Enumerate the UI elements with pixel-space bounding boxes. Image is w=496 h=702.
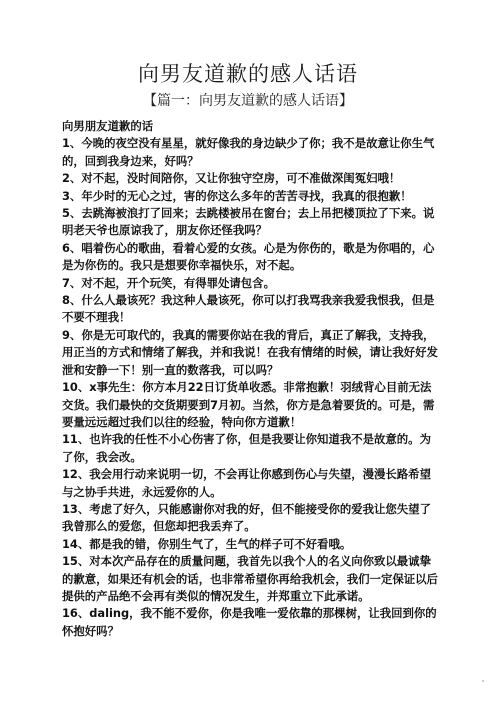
list-item: 15、对本次产品存在的质量问题，我首先以我个人的名义向你致以最诚挚的歉意，如果还有机会的话，也非常希望你再给我机会，我们一定保证以后提供的产品绝不会再有类似的情况发生，并郑重立下此承诺。 [62,554,438,603]
list-item: 3、年少时的无心之过，害的你这么多年的苦苦寻找，我真的很抱歉！ [62,188,412,203]
document-title: 向男友道歉的感人话语 [138,62,358,86]
list-item: 9、你是无可取代的，我真的需要你站在我的背后，真正了解我，支持我，用正当的方式和情绪了解我，并和我说！在我有情绪的时候，请让我好好发泄和安静一下！别一直的数落我，可以吗？ [62,327,438,377]
list-item: 11、也许我的任性不小心伤害了你，但是我要让你知道我不是故意的。为了你，我会改。 [62,432,431,464]
list-item: 16、daling，我不能不爱你，你是我唯一爱依靠的那棵树，让我回到你的怀抱好吗？ [62,606,437,638]
list-item: 8、什么人最该死？我这种人最该死，你可以打我骂我亲我爱我恨我，但是不要不理我！ [62,293,435,325]
section-heading: 向男朋友道歉的话 [62,119,154,133]
document-body [62,118,440,640]
list-item: 1、今晚的夜空没有星星，就好像我的身边缺少了你；我不是故意让你生气的，回到我身边来，好吗？ [62,136,435,168]
list-item: 10、x事先生：你方本月22日订货单收悉。非常抱歉！羽绒背心目前无法交货。我们最快的交货期要到7月初。当然，你方是急着要货的。可是，需要量远远超过我们以往的经验，特向你方道歉！ [62,380,435,429]
list-item: 12、我会用行动来说明一切，不会再让你感到伤心与失望，漫漫长路希望与之协手共进，永远爱你的人。 [62,467,431,499]
list-item: 13、考虑了好久，只能感谢你对我的好，但不能接受你的爱我让您失望了我曾那么的爱您，但您却把我丢弃了。 [62,501,431,534]
list-item: 6、唱着伤心的歌曲，看着心爱的女孩。心是为你伤的，歌是为你唱的，心是为你伤的。我只是想要你幸福快乐，对不起。 [62,240,435,273]
page-mark [482,680,484,682]
list-item: 2、对不起，没时间陪你，又让你独守空房，可不准做深闺冤妇哦！ [62,171,401,186]
list-item: 7、对不起，开个玩笑，有得罪处请包含。 [62,275,275,290]
list-item: 5、去跳海被浪打了回来；去跳楼被吊在窗台；去上吊把楼顶拉了下来。说明老天爷也原谅我了，朋友你还怪我吗？ [62,206,435,238]
list-item: 14、都是我的错，你别生气了，生气的样子可不好看哦。 [62,536,352,551]
document-subtitle: 【篇一：向男友道歉的感人话语】 [143,93,353,109]
